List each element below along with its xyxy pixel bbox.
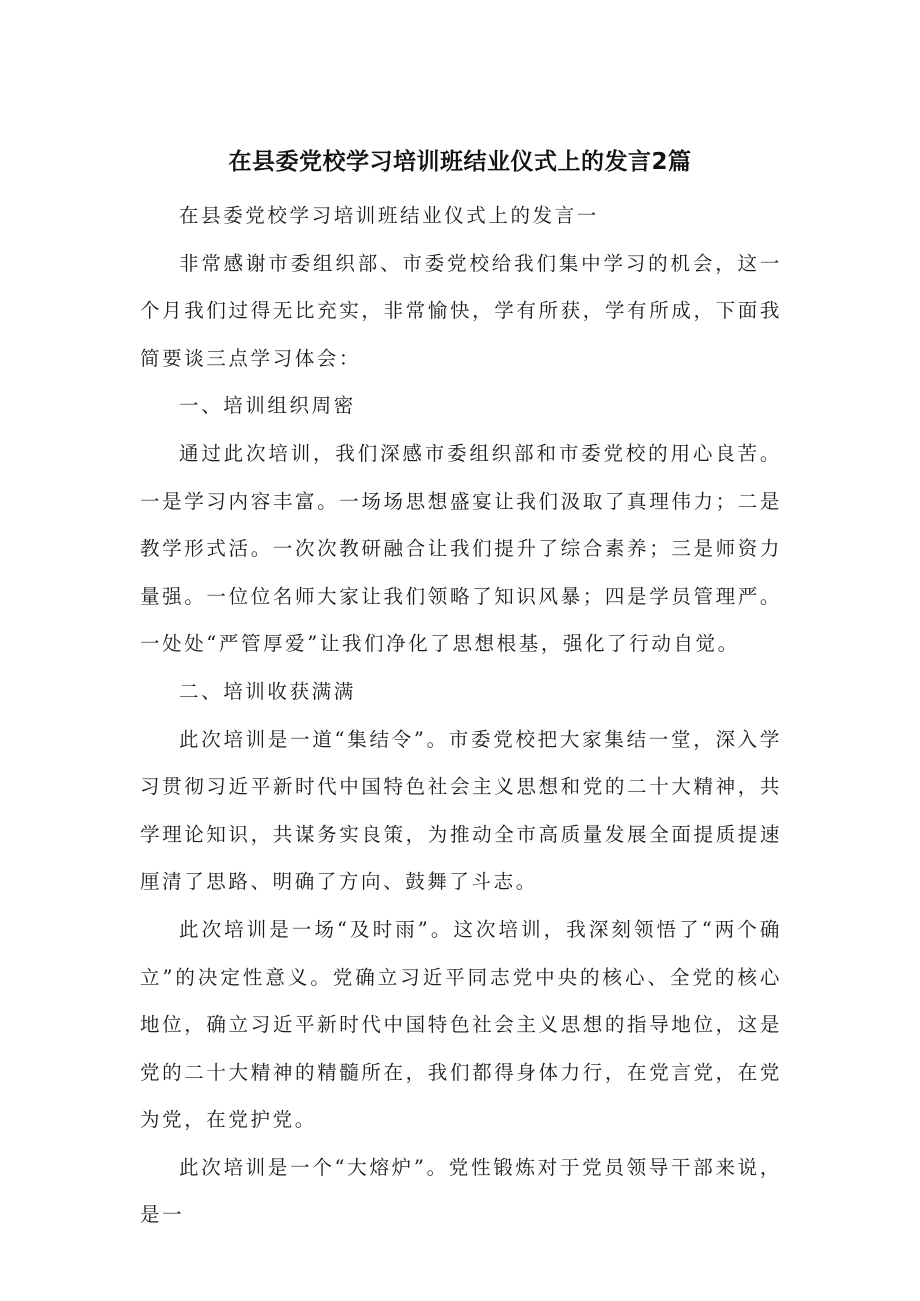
body-paragraph: 此次培训是一个“大熔炉”。党性锻炼对于党员领导干部来说，是一 xyxy=(140,1155,782,1227)
section-heading-2: 二、培训收获满满 xyxy=(179,679,356,703)
intro-paragraph: 非常感谢市委组织部、市委党校给我们集中学习的机会，这一个月我们过得无比充实，非常愉快，学有所获，学有所成，下面我简要谈三点学习体会： xyxy=(140,251,782,370)
section-heading-1: 一、培训组织周密 xyxy=(179,394,356,418)
body-paragraph: 通过此次培训，我们深感市委组织部和市委党校的用心良苦。一是学习内容丰富。一场场思想盛宴让我们汲取了真理伟力；二是教学形式活。一次次教研融合让我们提升了综合素养；三是师资力量强。一位位名师大家让我们领略了知识风暴；四是学员管理严。一处处“严管厚爱”让我们净化了思想根基，强化了行动自觉。 xyxy=(140,441,782,656)
body-paragraph: 此次培训是一道“集结令”。市委党校把大家集结一堂，深入学习贯彻习近平新时代中国特色社会主义思想和党的二十大精神，共学理论知识，共谋务实良策，为推动全市高质量发展全面提质提速厘清了思路、明确了方向、鼓舞了斗志。 xyxy=(140,727,782,894)
subtitle-paragraph: 在县委党校学习培训班结业仪式上的发言一 xyxy=(179,204,599,227)
body-paragraph: 此次培训是一场“及时雨”。这次培训，我深刻领悟了“两个确立”的决定性意义。党确立习近平同志党中央的核心、全党的核心地位，确立习近平新时代中国特色社会主义思想的指导地位，这是党的二十大精神的精髓所在，我们都得身体力行，在党言党，在党为党，在党护党。 xyxy=(140,917,782,1132)
document-title: 在县委党校学习培训班结业仪式上的发言2篇 xyxy=(228,149,692,175)
document-body xyxy=(140,192,782,1239)
